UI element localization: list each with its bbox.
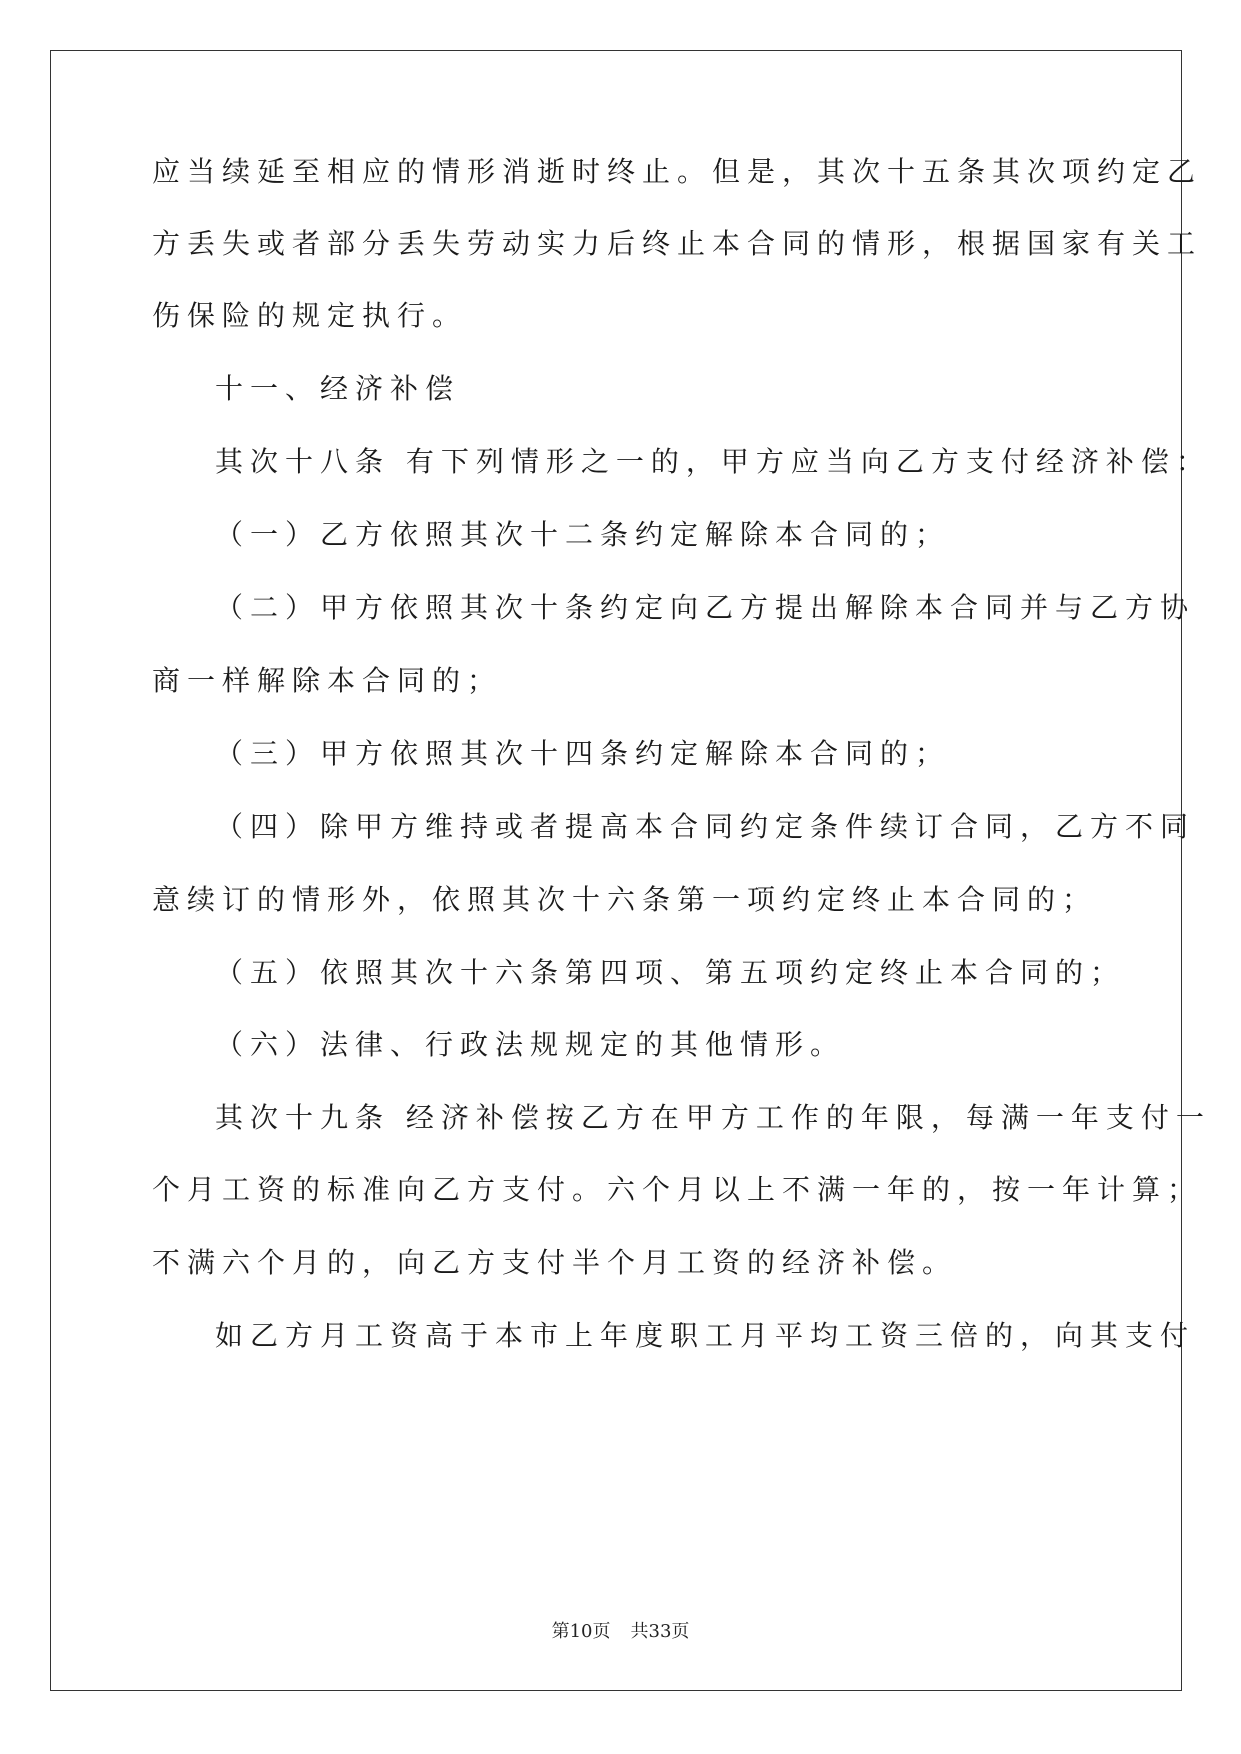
article-19-line-2: 个月工资的标准向乙方支付。六个月以上不满一年的，按一年计算； bbox=[152, 1173, 1203, 1206]
text-line-3: 伤保险的规定执行。 bbox=[152, 299, 468, 332]
section-heading: 十一、经济补偿 bbox=[215, 372, 461, 405]
item-6: （六）法律、行政法规规定的其他情形。 bbox=[215, 1028, 846, 1061]
text-line-2: 方丢失或者部分丢失劳动实力后终止本合同的情形，根据国家有关工 bbox=[152, 227, 1203, 260]
page-footer bbox=[0, 1620, 1241, 1644]
article-19-line-1: 其次十九条 经济补偿按乙方在甲方工作的年限，每满一年支付一 bbox=[215, 1101, 1211, 1134]
item-4-line-2: 意续订的情形外，依照其次十六条第一项约定终止本合同的； bbox=[152, 883, 1098, 916]
item-4-line-1: （四）除甲方维持或者提高本合同约定条件续订合同，乙方不同 bbox=[215, 810, 1196, 843]
item-3: （三）甲方依照其次十四条约定解除本合同的； bbox=[215, 737, 951, 770]
text-line-1: 应当续延至相应的情形消逝时终止。但是，其次十五条其次项约定乙 bbox=[152, 155, 1203, 188]
article-19-line-3: 不满六个月的，向乙方支付半个月工资的经济补偿。 bbox=[152, 1246, 958, 1279]
page-number: 第10页 bbox=[551, 1621, 611, 1642]
article-18: 其次十八条 有下列情形之一的，甲方应当向乙方支付经济补偿： bbox=[215, 445, 1211, 478]
page-total: 共33页 bbox=[630, 1621, 690, 1642]
item-2-line-1: （二）甲方依照其次十条约定向乙方提出解除本合同并与乙方协 bbox=[215, 591, 1196, 624]
item-1: （一）乙方依照其次十二条约定解除本合同的； bbox=[215, 518, 951, 551]
item-5: （五）依照其次十六条第四项、第五项约定终止本合同的； bbox=[215, 956, 1126, 989]
item-2-line-2: 商一样解除本合同的； bbox=[152, 664, 503, 697]
paragraph-last-line: 如乙方月工资高于本市上年度职工月平均工资三倍的，向其支付 bbox=[215, 1319, 1196, 1352]
